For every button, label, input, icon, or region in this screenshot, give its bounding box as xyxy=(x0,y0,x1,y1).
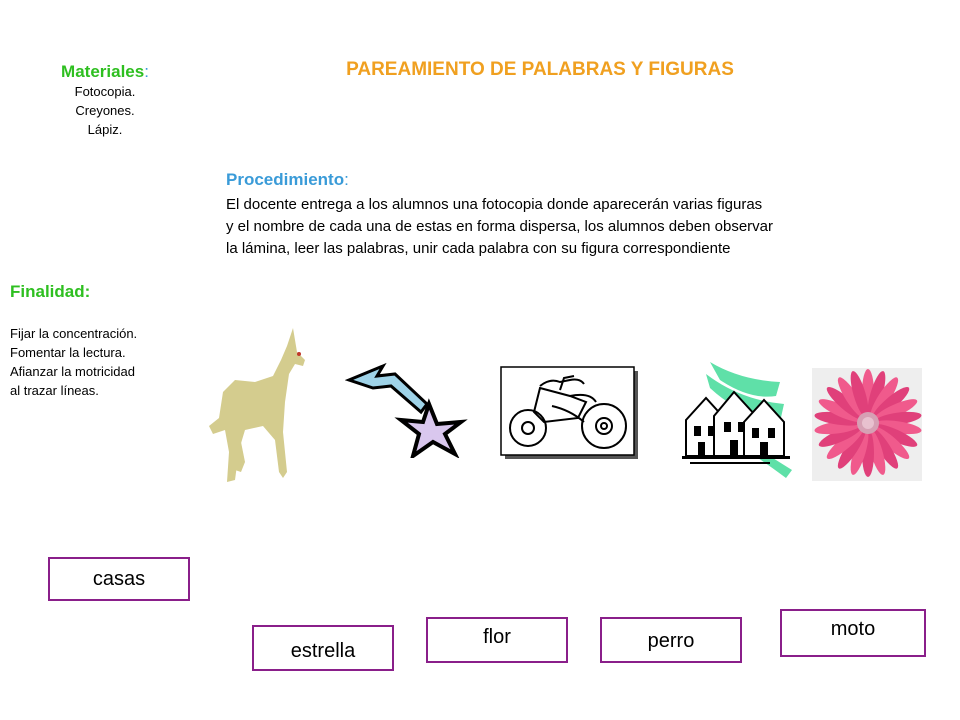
materiales-item: Creyones. xyxy=(75,103,135,118)
procedimiento-line: la lámina, leer las palabras, unir cada palabra con su figura correspondiente xyxy=(226,240,731,257)
finalidad-title: Finalidad: xyxy=(10,282,91,301)
word-box-casas[interactable]: casas xyxy=(48,557,190,601)
procedimiento-line: y el nombre de cada una de estas en forma dispersa, los alumnos deben observar xyxy=(226,218,773,235)
procedimiento-text xyxy=(226,194,916,260)
flower-figure xyxy=(812,368,922,481)
finalidad-item: Fomentar la lectura. xyxy=(10,345,126,360)
finalidad-item: al trazar líneas. xyxy=(10,383,99,398)
word-box-flor[interactable]: flor xyxy=(426,617,568,663)
procedimiento-label: Procedimiento xyxy=(226,170,345,189)
materiales-item: Lápiz. xyxy=(87,122,123,137)
houses-figure xyxy=(680,360,800,480)
materiales-label: Materiales xyxy=(61,62,145,81)
finalidad-list xyxy=(10,324,180,400)
procedimiento-line: El docente entrega a los alumnos una fotocopia donde aparecerán varias figuras xyxy=(226,196,763,213)
word-box-perro[interactable]: perro xyxy=(600,617,742,663)
procedimiento-title xyxy=(226,170,926,190)
finalidad-item: Afianzar la motricidad xyxy=(10,364,135,379)
materiales-title xyxy=(20,62,190,82)
finalidad-item: Fijar la concentración. xyxy=(10,326,138,341)
materiales-item: Fotocopia. xyxy=(74,84,136,99)
materiales-block xyxy=(20,62,190,139)
dog-figure xyxy=(205,322,315,484)
materiales-colon: : xyxy=(144,62,149,81)
page-title: PAREAMIENTO DE PALABRAS Y FIGURAS xyxy=(346,59,734,80)
shooting-star-figure xyxy=(345,358,470,458)
procedimiento-colon: : xyxy=(344,170,349,189)
procedimiento-block xyxy=(226,170,926,260)
word-box-estrella[interactable]: estrella xyxy=(252,625,394,671)
motorcycle-figure xyxy=(500,366,642,462)
word-box-moto[interactable]: moto xyxy=(780,609,926,657)
